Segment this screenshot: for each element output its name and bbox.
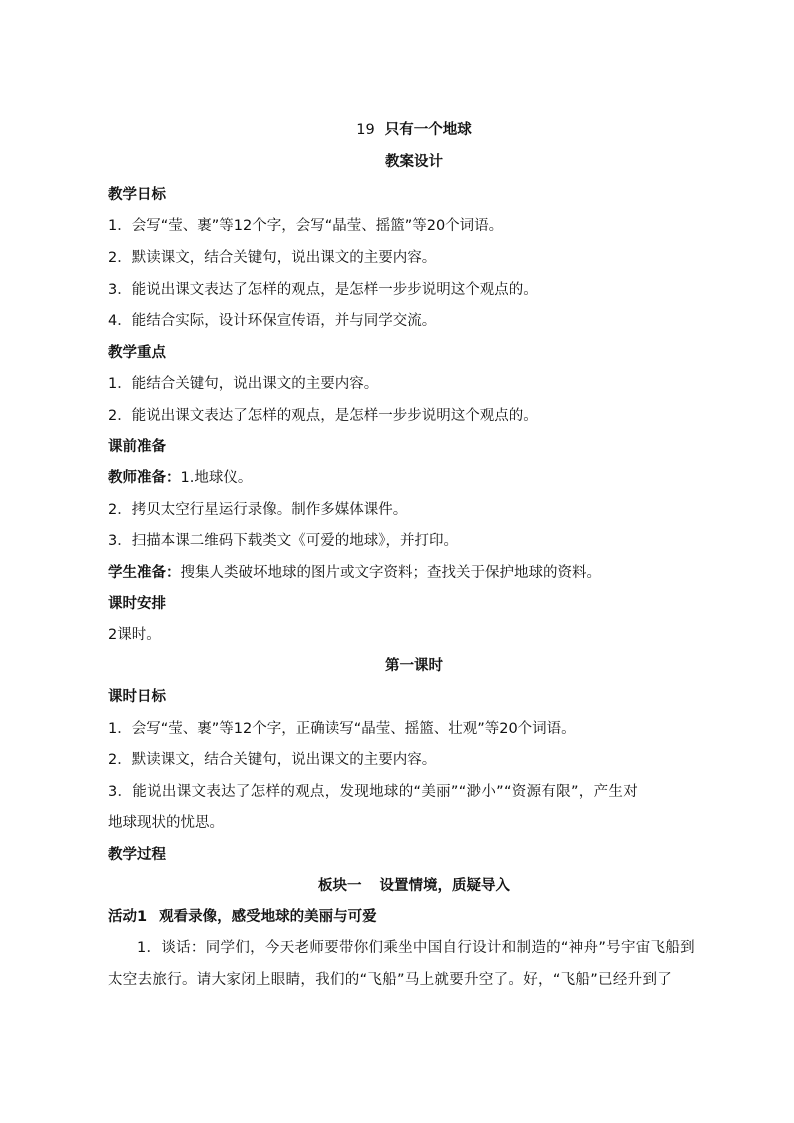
- lesson1-objective-item: 2．默读课文，结合关键句，说出课文的主要内容。: [108, 752, 437, 768]
- lesson1-objective-item: 3．能说出课文表达了怎样的观点，发现地球的“美丽”“渺小”“资源有限”，产生对: [108, 784, 638, 800]
- objective-item: 2．默读课文，结合关键句，说出课文的主要内容。: [108, 250, 437, 266]
- block1-title: 设置情境，质疑导入: [379, 878, 510, 894]
- lesson1-heading: 第一课时: [385, 658, 443, 674]
- lesson-number: 19: [356, 122, 375, 138]
- teacher-prep-item: 3．扫描本课二维码下载类文《可爱的地球》，并打印。: [108, 533, 458, 549]
- student-prep-label: 学生准备：: [108, 565, 181, 581]
- schedule-heading: 课时安排: [108, 596, 166, 612]
- objective-item: 3．能说出课文表达了怎样的观点，是怎样一步步说明这个观点的。: [108, 282, 538, 298]
- key-point-item: 2．能说出课文表达了怎样的观点，是怎样一步步说明这个观点的。: [108, 408, 538, 424]
- objective-item: 4．能结合实际，设计环保宣传语，并与同学交流。: [108, 313, 437, 329]
- objective-item: 1．会写“莹、裹”等12个字，会写“晶莹、摇篮”等20个词语。: [108, 218, 504, 234]
- teacher-prep-label: 教师准备：: [108, 470, 181, 486]
- document-subtitle: 教案设计: [385, 154, 443, 170]
- activity1-heading: [108, 907, 720, 927]
- teacher-prep-line: [108, 468, 720, 488]
- activity1-paragraph-line: 太空去旅行。请大家闭上眼睛，我们的“飞船”马上就要升空了。好，“飞船”已经升到了: [108, 972, 673, 988]
- block1-label: 板块一: [318, 878, 362, 894]
- activity1-title: 观看录像，感受地球的美丽与可爱: [159, 909, 377, 925]
- key-points-heading: 教学重点: [108, 345, 166, 361]
- lesson1-objective-item: 1．会写“莹、裹”等12个字，正确读写“晶莹、摇篮、壮观”等20个词语。: [108, 721, 576, 737]
- lesson1-objectives-heading: 课时日标: [108, 689, 166, 705]
- document-title: [108, 120, 720, 140]
- process-heading: 教学过程: [108, 847, 166, 863]
- block1-heading: [108, 876, 720, 896]
- teacher-prep-item: 1.地球仪。: [180, 470, 253, 486]
- activity1-paragraph-line: 1．谈话：同学们，今天老师要带你们乘坐中国自行设计和制造的“神舟”号宇宙飞船到: [137, 940, 695, 956]
- activity1-label: 活动1: [108, 909, 148, 925]
- lesson-title: 只有一个地球: [384, 122, 472, 138]
- student-prep-line: [108, 563, 720, 583]
- lesson1-objective-item: 地球现状的忧思。: [108, 815, 224, 831]
- key-point-item: 1．能结合关键句，说出课文的主要内容。: [108, 376, 379, 392]
- teacher-prep-item: 2．拷贝太空行星运行录像。制作多媒体课件。: [108, 502, 408, 518]
- preparation-heading: 课前准备: [108, 439, 166, 455]
- objectives-heading: 教学日标: [108, 187, 166, 203]
- schedule-text: 2课时。: [108, 627, 161, 643]
- student-prep-text: 搜集人类破坏地球的图片或文字资料；查找关于保护地球的资料。: [180, 565, 601, 581]
